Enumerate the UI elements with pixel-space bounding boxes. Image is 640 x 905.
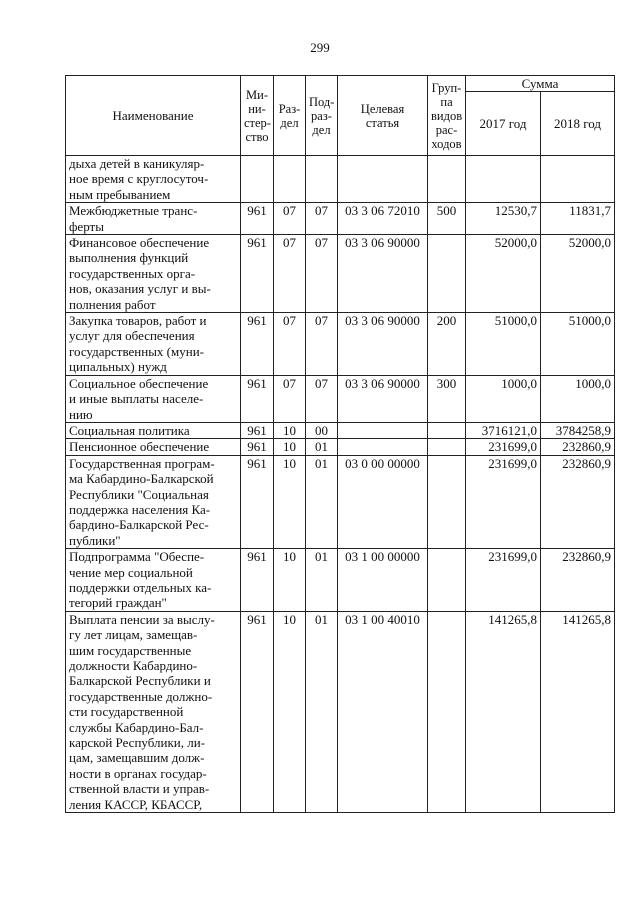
row-target-article: 03 0 00 00000 xyxy=(338,455,428,548)
row-target-article: 03 3 06 90000 xyxy=(338,313,428,376)
row-sum-2017 xyxy=(466,156,541,203)
row-target-article: 03 3 06 90000 xyxy=(338,235,428,313)
row-name: Выплата пенсии за выслу- гу лет лицам, замещав- шим государственные должности Кабардино- Балкарской Республики и государственные должно- сти государственной службы Кабардино-Бал- карской Республики, ли- цам, замещавшим долж- ности в органах государ- ственной власти и управ- ления КАССР, КБАССР, xyxy=(66,611,241,812)
header-year-2017: 2017 год xyxy=(466,92,541,156)
row-ministry: 961 xyxy=(241,455,274,548)
row-expense-group xyxy=(428,422,466,438)
row-target-article: 03 1 00 40010 xyxy=(338,611,428,812)
row-subsection: 00 xyxy=(306,422,338,438)
row-sum-2017: 231699,0 xyxy=(466,549,541,612)
row-ministry: 961 xyxy=(241,422,274,438)
row-expense-group: 300 xyxy=(428,375,466,422)
row-target-article: 03 3 06 72010 xyxy=(338,203,428,235)
page-number: 299 xyxy=(310,40,330,55)
table-row xyxy=(66,611,615,812)
row-subsection: 07 xyxy=(306,203,338,235)
row-sum-2018: 232860,9 xyxy=(541,439,615,455)
row-section: 07 xyxy=(274,375,306,422)
row-name: Пенсионное обеспечение xyxy=(66,439,241,455)
row-sum-2018: 141265,8 xyxy=(541,611,615,812)
table-row xyxy=(66,422,615,438)
table-row xyxy=(66,439,615,455)
row-ministry: 961 xyxy=(241,313,274,376)
row-target-article xyxy=(338,156,428,203)
row-target-article xyxy=(338,422,428,438)
header-year-2018: 2018 год xyxy=(541,92,615,156)
row-sum-2018: 51000,0 xyxy=(541,313,615,376)
row-target-article: 03 3 06 90000 xyxy=(338,375,428,422)
row-sum-2017: 3716121,0 xyxy=(466,422,541,438)
row-name: дыха детей в каникуляр- ное время с круглосуточ- ным пребыванием xyxy=(66,156,241,203)
row-section: 07 xyxy=(274,203,306,235)
row-subsection: 01 xyxy=(306,611,338,812)
table-row xyxy=(66,549,615,612)
row-expense-group xyxy=(428,235,466,313)
table-row xyxy=(66,313,615,376)
table-row xyxy=(66,455,615,548)
header-section: Раз- дел xyxy=(274,76,306,156)
row-subsection: 01 xyxy=(306,549,338,612)
row-ministry: 961 xyxy=(241,375,274,422)
row-expense-group: 200 xyxy=(428,313,466,376)
row-subsection: 07 xyxy=(306,313,338,376)
row-expense-group xyxy=(428,439,466,455)
row-ministry: 961 xyxy=(241,439,274,455)
table-row xyxy=(66,203,615,235)
row-ministry xyxy=(241,156,274,203)
row-expense-group: 500 xyxy=(428,203,466,235)
row-name: Закупка товаров, работ и услуг для обеспечения государственных (муни- ципальных) нужд xyxy=(66,313,241,376)
row-sum-2018: 52000,0 xyxy=(541,235,615,313)
row-subsection xyxy=(306,156,338,203)
row-sum-2018 xyxy=(541,156,615,203)
row-sum-2017: 51000,0 xyxy=(466,313,541,376)
row-expense-group xyxy=(428,611,466,812)
row-section: 07 xyxy=(274,313,306,376)
row-subsection: 01 xyxy=(306,439,338,455)
row-sum-2017: 1000,0 xyxy=(466,375,541,422)
row-expense-group xyxy=(428,156,466,203)
row-section: 07 xyxy=(274,235,306,313)
table-body xyxy=(66,156,615,813)
row-name: Подпрограмма "Обеспе- чение мер социальной поддержки отдельных ка- тегорий граждан" xyxy=(66,549,241,612)
header-subsection: Под- раз- дел xyxy=(306,76,338,156)
row-sum-2018: 3784258,9 xyxy=(541,422,615,438)
budget-table xyxy=(65,75,615,813)
header-expense-group: Груп- па видов рас- ходов xyxy=(428,76,466,156)
row-subsection: 07 xyxy=(306,375,338,422)
header-name: Наименование xyxy=(66,76,241,156)
table-row xyxy=(66,375,615,422)
row-section: 10 xyxy=(274,611,306,812)
row-target-article xyxy=(338,439,428,455)
row-subsection: 01 xyxy=(306,455,338,548)
row-sum-2018: 232860,9 xyxy=(541,549,615,612)
row-section xyxy=(274,156,306,203)
row-sum-2018: 1000,0 xyxy=(541,375,615,422)
row-ministry: 961 xyxy=(241,611,274,812)
row-section: 10 xyxy=(274,455,306,548)
row-name: Социальное обеспечение и иные выплаты населе- нию xyxy=(66,375,241,422)
row-ministry: 961 xyxy=(241,203,274,235)
row-name: Финансовое обеспечение выполнения функций государственных орга- нов, оказания услуг и вы- полнения работ xyxy=(66,235,241,313)
row-section: 10 xyxy=(274,439,306,455)
row-name: Межбюджетные транс- ферты xyxy=(66,203,241,235)
row-sum-2017: 231699,0 xyxy=(466,455,541,548)
row-subsection: 07 xyxy=(306,235,338,313)
row-name: Социальная политика xyxy=(66,422,241,438)
row-expense-group xyxy=(428,549,466,612)
row-target-article: 03 1 00 00000 xyxy=(338,549,428,612)
row-section: 10 xyxy=(274,422,306,438)
row-sum-2017: 141265,8 xyxy=(466,611,541,812)
header-ministry: Ми- ни- стер- ство xyxy=(241,76,274,156)
row-sum-2017: 231699,0 xyxy=(466,439,541,455)
row-ministry: 961 xyxy=(241,549,274,612)
row-ministry: 961 xyxy=(241,235,274,313)
row-sum-2017: 52000,0 xyxy=(466,235,541,313)
row-section: 10 xyxy=(274,549,306,612)
table-row xyxy=(66,235,615,313)
row-name: Государственная програм- ма Кабардино-Балкарской Республики "Социальная поддержка населения Ка- бардино-Балкарской Рес- публики" xyxy=(66,455,241,548)
table-row xyxy=(66,156,615,203)
row-sum-2018: 11831,7 xyxy=(541,203,615,235)
header-target-article: Целевая статья xyxy=(338,76,428,156)
row-expense-group xyxy=(428,455,466,548)
header-sum: Сумма xyxy=(466,76,615,92)
row-sum-2017: 12530,7 xyxy=(466,203,541,235)
row-sum-2018: 232860,9 xyxy=(541,455,615,548)
